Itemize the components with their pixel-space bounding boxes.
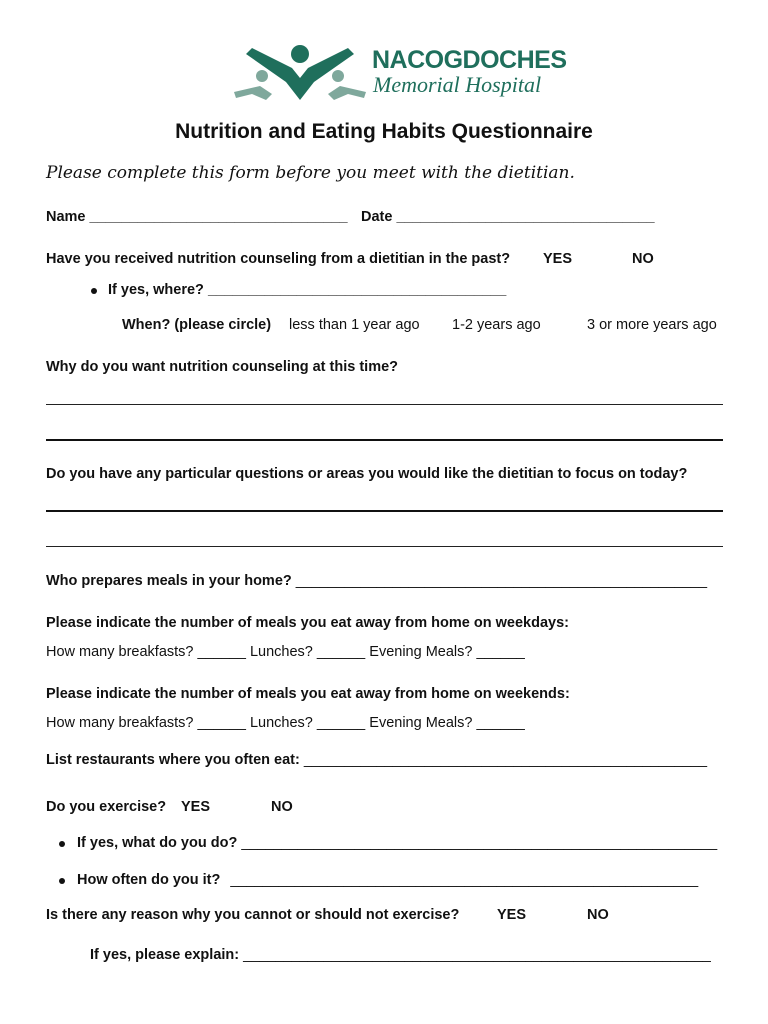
when-label: When? (please circle) [122,317,272,333]
page-subtitle: Please complete this form before you meet with the dietitian. [46,163,575,183]
cannot-exercise-question: Is there any reason why you cannot or should not exercise? [46,907,460,923]
exercise-often-field[interactable]: __________________________________________________________ [230,872,699,888]
weekend-evening-field[interactable]: ______ [476,715,525,731]
logo-name-line1: NACOGDOCHES [372,46,567,74]
prepares-field[interactable]: ___________________________________________________ [295,573,708,589]
logo-name-line2: Memorial Hospital [373,72,542,97]
when-option-3[interactable]: 3 or more years ago [587,317,717,333]
focus-answer-line-2[interactable] [46,546,723,547]
counseling-question: Have you received nutrition counseling from a dietitian in the past? [46,251,511,267]
weekends-row [46,715,525,731]
weekday-lunch-label: Lunches? [249,644,313,660]
weekends-heading: Please indicate the number of meals you eat away from home on weekends: [46,686,570,702]
when-option-2[interactable]: 1-2 years ago [452,317,541,333]
weekday-breakfast-label: How many breakfasts? [46,644,194,660]
where-row [108,282,506,298]
weekend-breakfast-field[interactable]: ______ [197,715,246,731]
weekday-breakfast-field[interactable]: ______ [197,644,246,660]
date-row [361,209,655,225]
weekend-breakfast-label: How many breakfasts? [46,715,194,731]
bullet-icon [59,878,65,884]
cannot-yes-option[interactable]: YES [497,907,527,923]
weekday-evening-field[interactable]: ______ [476,644,525,660]
bullet-icon [91,288,97,294]
bullet-icon [59,841,65,847]
exercise-what-field[interactable]: ___________________________________________________________ [241,835,718,851]
exercise-often-row [77,872,698,888]
exercise-yes-option[interactable]: YES [181,799,211,815]
exercise-question: Do you exercise? [46,799,167,815]
weekday-lunch-field[interactable]: ______ [316,644,366,660]
prepares-row [46,573,707,589]
where-field[interactable]: _____________________________________ [207,282,507,298]
explain-row [90,947,711,963]
page-title: Nutrition and Eating Habits Questionnaire [175,120,593,143]
prepares-label: Who prepares meals in your home? [46,573,292,589]
restaurants-field[interactable]: __________________________________________________ [303,752,708,768]
weekday-evening-label: Evening Meals? [369,644,473,660]
people-figures-logo-icon [232,42,368,102]
exercise-no-option[interactable]: NO [271,799,293,815]
restaurants-row [46,752,707,768]
date-field[interactable]: ________________________________ [396,209,655,225]
weekend-evening-label: Evening Meals? [369,715,473,731]
when-option-1[interactable]: less than 1 year ago [289,317,420,333]
name-row [46,209,348,225]
weekend-lunch-field[interactable]: ______ [316,715,366,731]
cannot-no-option[interactable]: NO [587,907,609,923]
name-field[interactable]: ________________________________ [89,209,348,225]
explain-field[interactable]: __________________________________________________________ [243,947,711,963]
why-question: Why do you want nutrition counseling at this time? [46,359,399,375]
name-label: Name [46,209,86,225]
weekdays-heading: Please indicate the number of meals you eat away from home on weekdays: [46,615,569,631]
exercise-often-label: How often do you it? [77,872,221,888]
counseling-yes-option[interactable]: YES [543,251,573,267]
focus-question: Do you have any particular questions or areas you would like the dietitian to focus on today? [46,466,688,482]
date-label: Date [361,209,393,225]
why-answer-line-2[interactable] [46,439,723,441]
exercise-what-row [77,835,717,851]
where-label: If yes, where? [108,282,204,298]
focus-answer-line-1[interactable] [46,510,723,512]
weekend-lunch-label: Lunches? [249,715,313,731]
why-answer-line-1[interactable] [46,404,723,405]
weekdays-row [46,644,525,660]
counseling-no-option[interactable]: NO [632,251,654,267]
restaurants-label: List restaurants where you often eat: [46,752,300,768]
exercise-what-label: If yes, what do you do? [77,835,238,851]
explain-label: If yes, please explain: [90,947,240,963]
